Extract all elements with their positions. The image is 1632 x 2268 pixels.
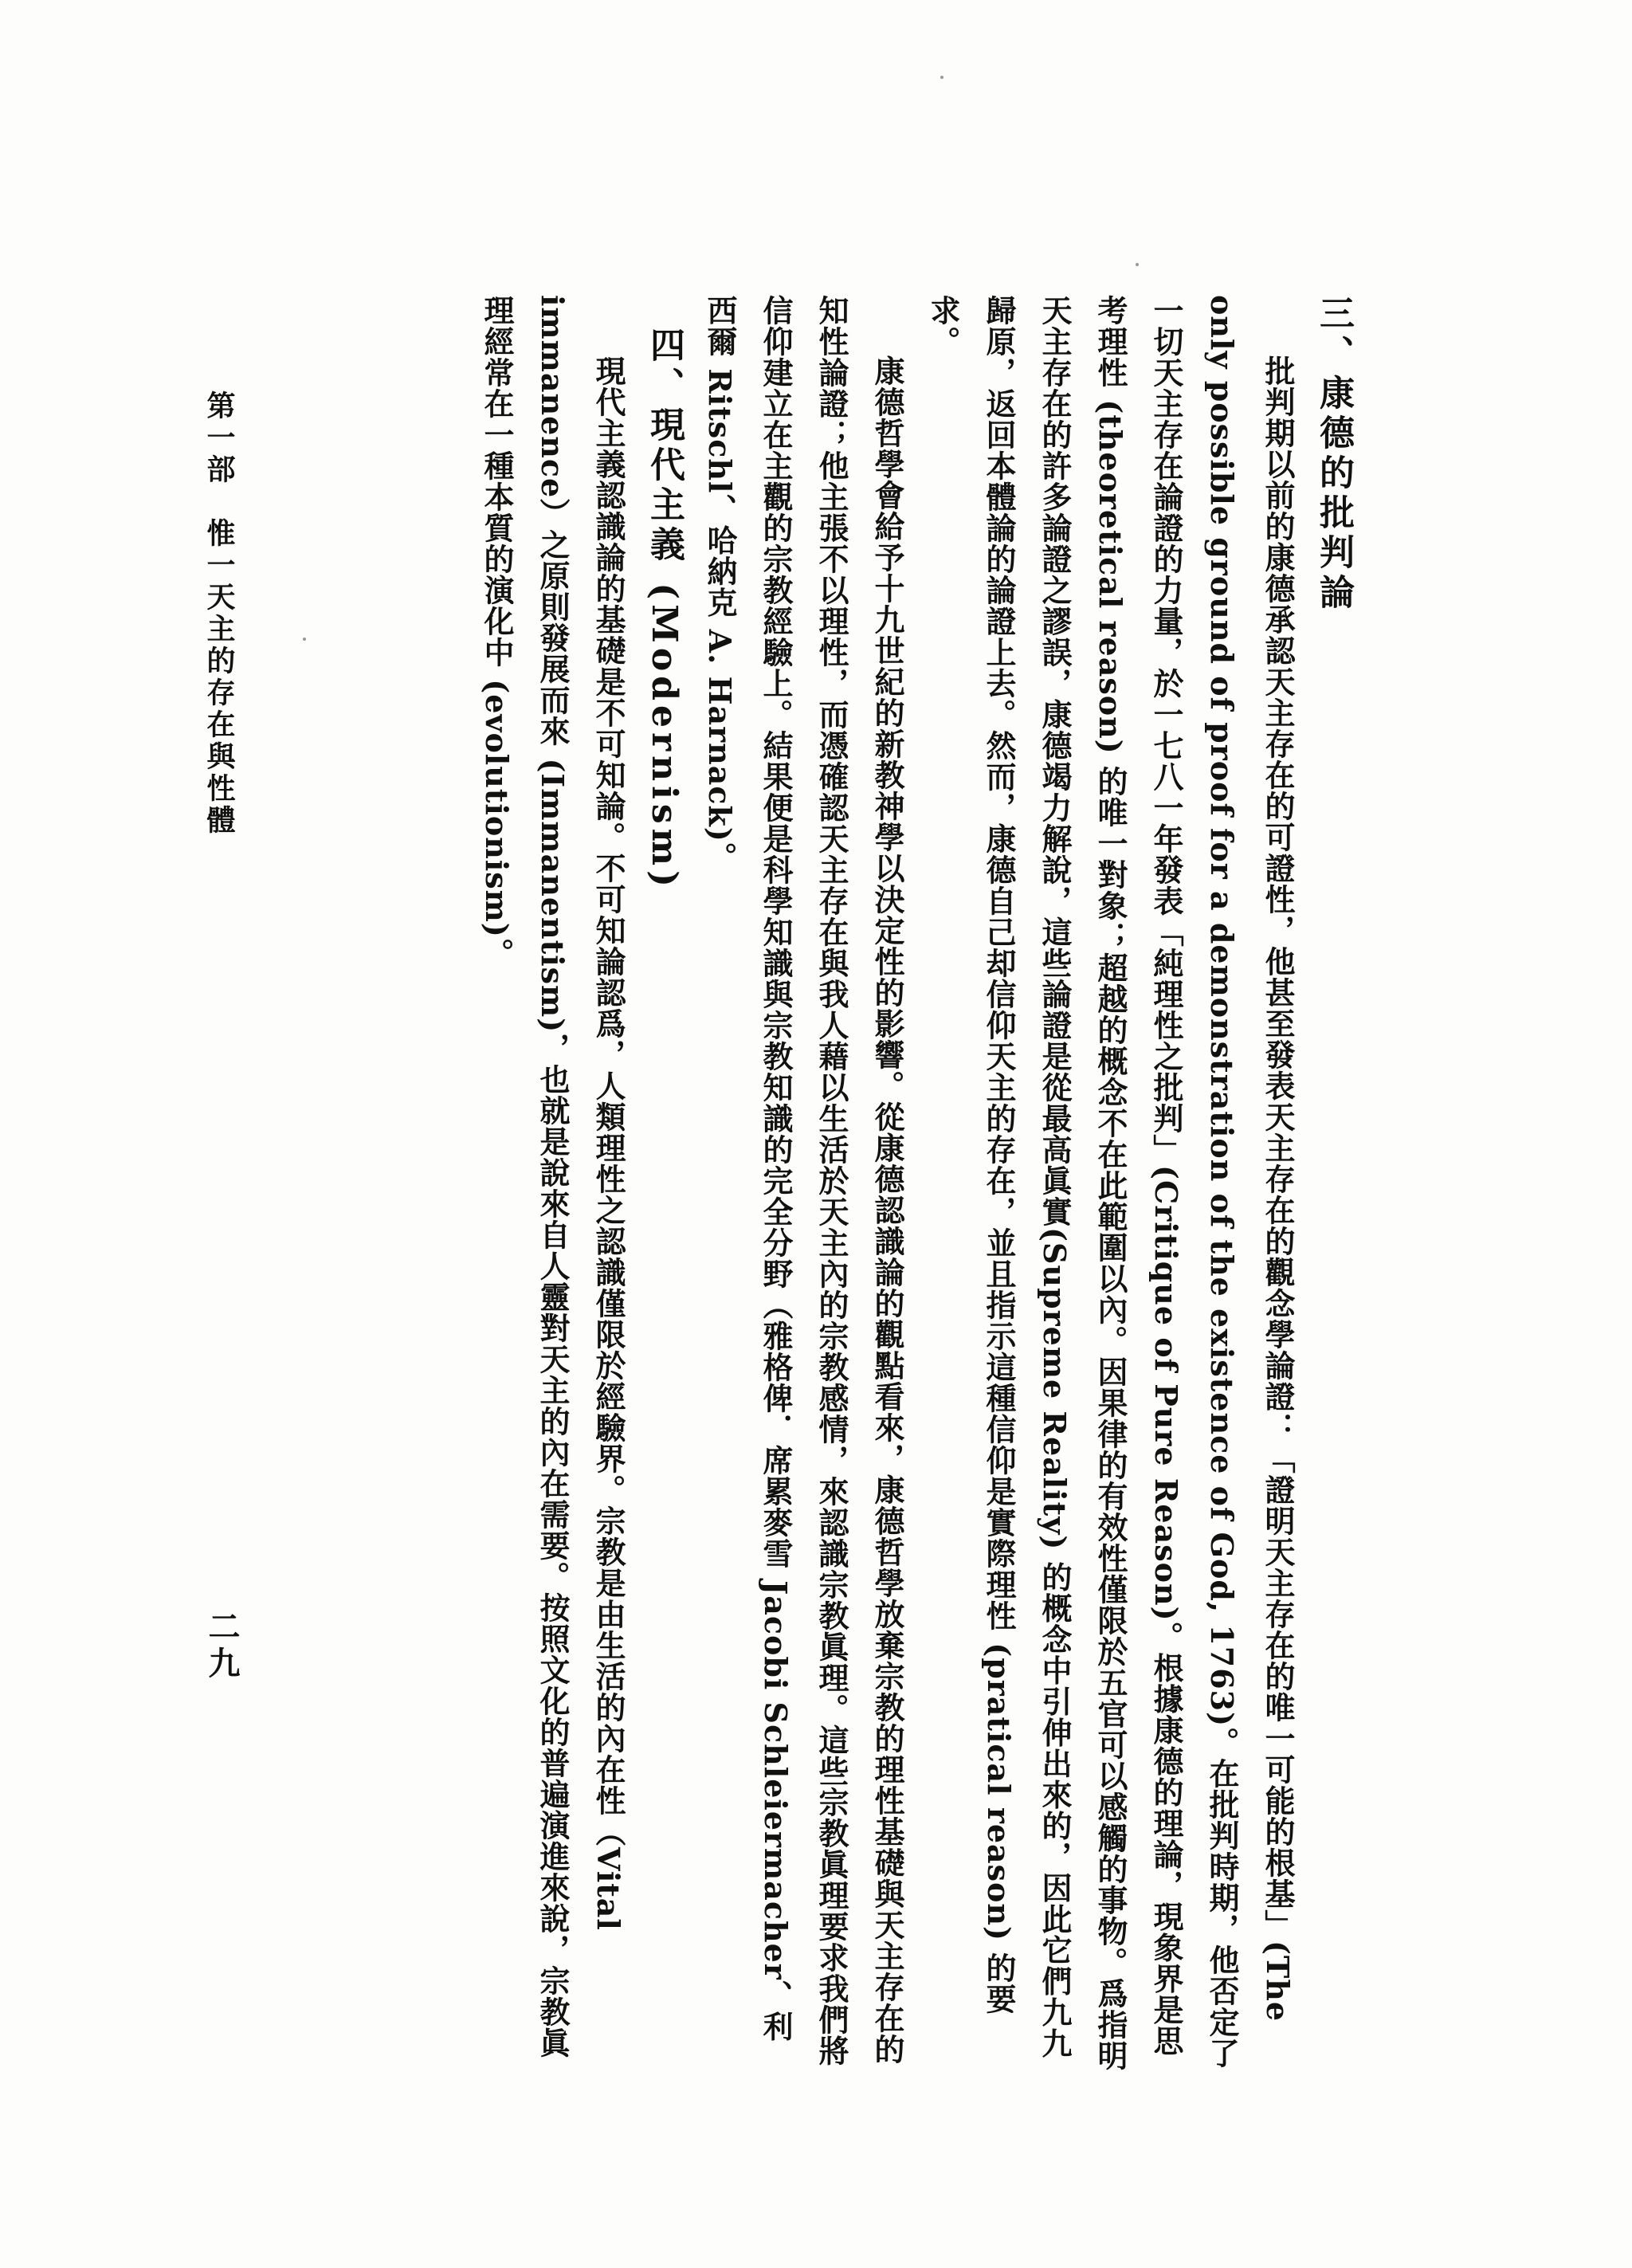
running-header: 第一部 惟一天主的存在與性體 [202, 390, 236, 837]
body-text [222, 295, 1361, 2072]
section-title-kant: 三、康德的批判論 [1313, 295, 1354, 614]
paragraph-modernism-1: 現代主義認識論的基礎是不可知論。不可知論認爲，人類理性之認識僅限於經驗界。宗教是由生活的內在性（Vital immanence）之原則發展而來 (Immanentism)，也就是說來自人靈對天主的內在需要。按照文化的普遍演進來說，宗教眞理經常在一種本質的演化中 (evolutionism)。 [479, 295, 626, 2059]
section-title-modernism: 四、現代主義 (Modernism) [644, 327, 685, 892]
scan-speck [940, 76, 944, 79]
scan-speck [1136, 263, 1139, 266]
paragraph-kant-2: 康德哲學會給予十九世紀的新教神學以決定性的影響。從康德認識論的觀點看來，康德哲學放棄宗教的理性基礎與天主存在的知性論證；他主張不以理性，而憑確認天主存在與我人藉以生活於天主內的宗教感情，來認識宗教眞理。這些宗教眞理要求我們將信仰建立在主觀的宗教經驗上。結果便是科學知識與宗教知識的完全分野（雅格俾．席累麥雪 Jacobi Schleiermacher、利西爾 Ritschl、哈納克 A. Harnack)。 [702, 295, 905, 2066]
paragraph-kant-1: 批判期以前的康德承認天主存在的可證性，他甚至發表天主存在的觀念學論證：「證明天主存在的唯一可能的根基」(The only possible ground of proof for a demonstration of the existence of God, 1763)。在批判時期，他否定了一切天主存在論證的力量，於一七八一年發表「純理性之批判」(Critique of Pure Reason)。根據康德的理論，現象界是思考理性 (theoretical reason) 的唯一對象；超越的概念不在此範圍以內。因果律的有效性僅限於五官可以感觸的事物。爲指明天主存在的許多論證之謬誤，康德竭力解說，這些論證是從最高眞實(Supreme Reality) 的概念中引伸出來的，因此它們九九歸原，返回本體論的論證上去。然而，康德自己却信仰天主的存在，並且指示這種信仰是實際理性 (pratical reason) 的要求。 [925, 295, 1296, 2071]
page-number: 二九 [203, 1610, 241, 1683]
